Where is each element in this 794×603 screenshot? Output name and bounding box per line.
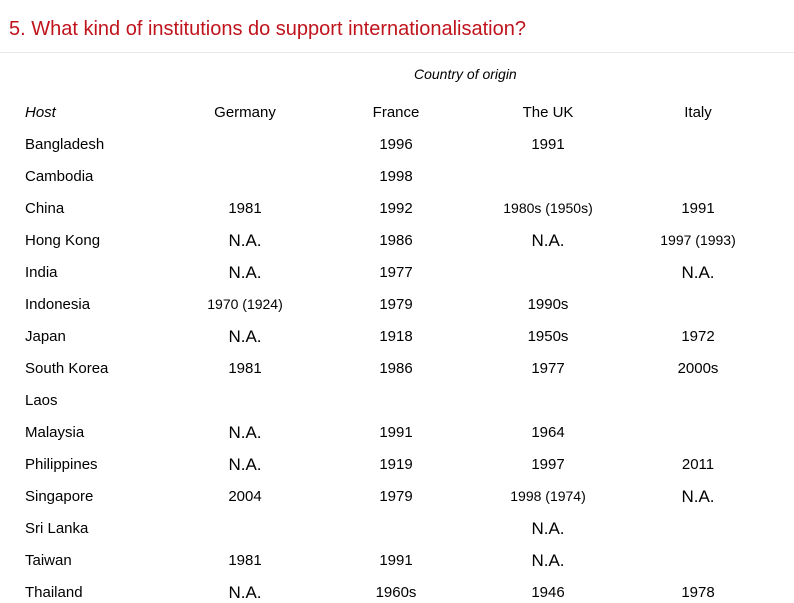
france-cell: 1977 [379, 264, 413, 281]
germany-cell: N.A. [228, 327, 262, 346]
header-host: Host [25, 104, 56, 121]
france-cell: 1986 [379, 360, 413, 377]
row-host-label: India [25, 264, 58, 281]
germany-cell: 1981 [228, 200, 262, 217]
germany-cell: 2004 [228, 488, 262, 505]
uk-cell: 1997 [531, 456, 565, 473]
row-host-label: Bangladesh [25, 136, 105, 153]
italy-cell: N.A. [681, 263, 715, 282]
header-uk: The UK [522, 104, 574, 121]
row-host-label: Japan [25, 328, 66, 345]
italy-cell: 1991 [681, 200, 715, 217]
row-host-label: Taiwan [25, 552, 72, 569]
france-cell: 1960s [375, 584, 417, 601]
italy-cell: 2011 [681, 456, 715, 473]
row-host-label: China [25, 200, 65, 217]
uk-cell: 1991 [531, 136, 565, 153]
germany-cell: N.A. [228, 231, 262, 250]
uk-cell: 1977 [531, 360, 565, 377]
uk-cell: 1950s [527, 328, 569, 345]
germany-cell: 1981 [228, 360, 262, 377]
row-host-label: Thailand [25, 584, 83, 601]
germany-cell: 1981 [228, 552, 262, 569]
germany-cell: N.A. [228, 455, 262, 474]
germany-cell: 1970 (1924) [207, 296, 283, 312]
row-host-label: Sri Lanka [25, 520, 89, 537]
france-cell: 1992 [379, 200, 413, 217]
uk-cell: 1980s (1950s) [503, 200, 593, 216]
country-of-origin-label: Country of origin [414, 66, 517, 82]
france-cell: 1919 [379, 456, 413, 473]
germany-cell: N.A. [228, 583, 262, 602]
france-cell: 1998 [379, 168, 413, 185]
france-cell: 1918 [379, 328, 413, 345]
italy-cell: 1972 [681, 328, 715, 345]
france-cell: 1996 [379, 136, 413, 153]
header-germany: Germany [214, 104, 276, 121]
france-cell: 1979 [379, 296, 413, 313]
header-italy: Italy [684, 104, 712, 121]
title-divider [0, 52, 794, 53]
header-france: France [372, 104, 420, 121]
uk-cell: N.A. [531, 519, 565, 538]
row-host-label: Malaysia [25, 424, 85, 441]
italy-cell: 1978 [681, 584, 715, 601]
row-host-label: South Korea [25, 360, 109, 377]
italy-cell: 1997 (1993) [660, 232, 736, 248]
slide-title: 5. What kind of institutions do support internationalisation? [9, 18, 526, 40]
germany-cell: N.A. [228, 423, 262, 442]
uk-cell: 1946 [531, 584, 565, 601]
france-cell: 1991 [379, 552, 413, 569]
france-cell: 1979 [379, 488, 413, 505]
italy-cell: N.A. [681, 487, 715, 506]
row-host-label: Laos [25, 392, 58, 409]
uk-cell: N.A. [531, 231, 565, 250]
uk-cell: 1990s [527, 296, 569, 313]
france-cell: 1986 [379, 232, 413, 249]
row-host-label: Singapore [25, 488, 94, 505]
row-host-label: Philippines [25, 456, 98, 473]
row-host-label: Cambodia [25, 168, 94, 185]
france-cell: 1991 [379, 424, 413, 441]
uk-cell: 1998 (1974) [510, 488, 586, 504]
uk-cell: N.A. [531, 551, 565, 570]
italy-cell: 2000s [677, 360, 719, 377]
germany-cell: N.A. [228, 263, 262, 282]
row-host-label: Indonesia [25, 296, 91, 313]
uk-cell: 1964 [531, 424, 565, 441]
row-host-label: Hong Kong [25, 232, 101, 249]
